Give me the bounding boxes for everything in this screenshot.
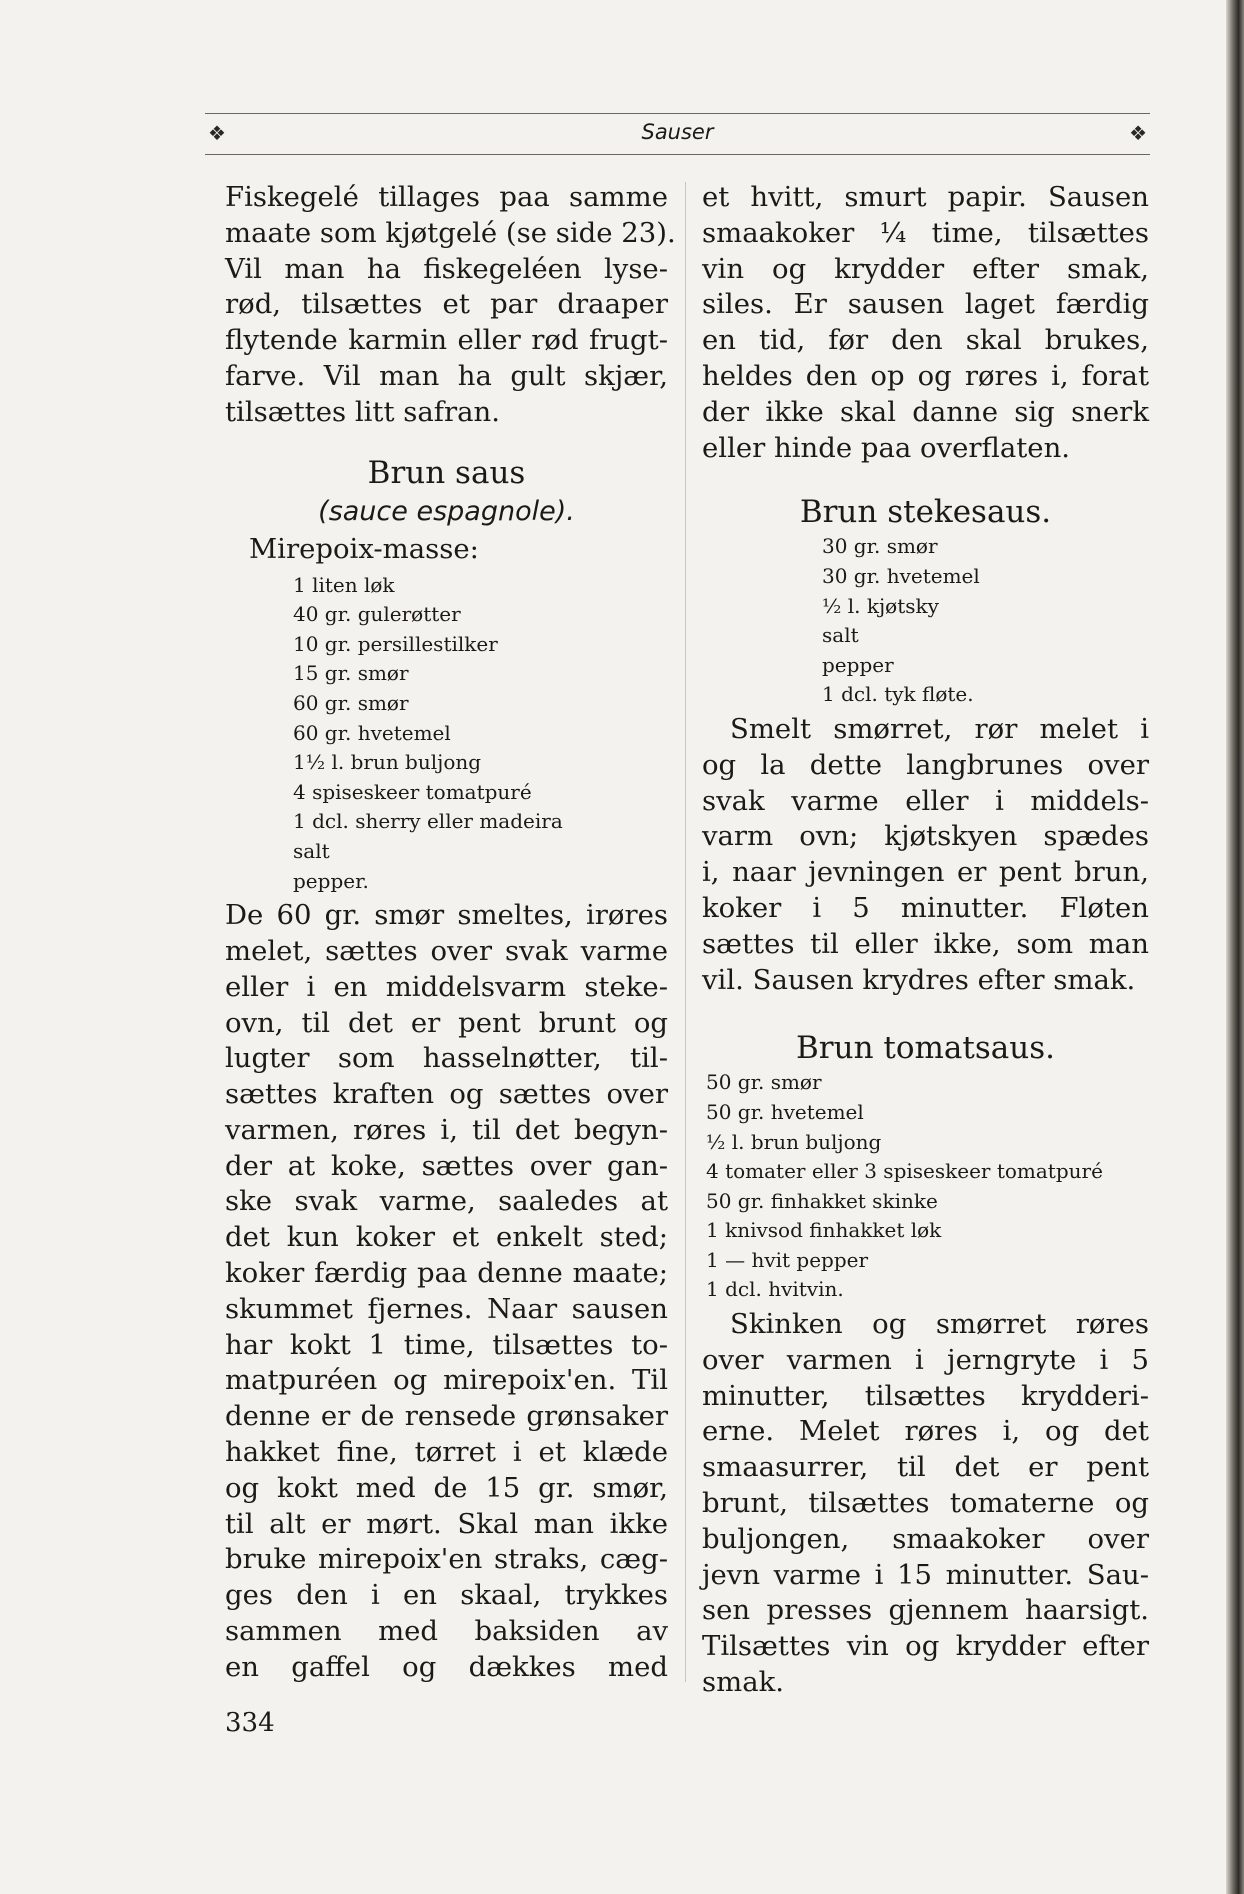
page-edge — [1226, 0, 1244, 1894]
text-line: der ikke skal danne sig snerk — [702, 395, 1149, 428]
body-paragraph — [702, 712, 1149, 998]
ingredient: 60 gr. hvetemel — [293, 720, 451, 745]
text-line: der at koke, sættes over gan- — [225, 1149, 668, 1182]
ingredient: 60 gr. smør — [293, 690, 409, 715]
text-line: erne. Melet røres i, og det — [702, 1415, 1149, 1448]
text-line: skummet fjernes. Naar sausen — [225, 1292, 668, 1325]
text-line: ovn, til det er pent brunt og — [225, 1006, 668, 1039]
text-line: Smelt smørret, rør melet i — [730, 712, 1149, 745]
text-line: sættes kraften og sættes over — [225, 1078, 668, 1111]
column-divider — [685, 182, 686, 1682]
text-line: brunt, tilsættes tomaterne og — [702, 1487, 1149, 1520]
text-line: Vil man ha fiskegeléen lyse- — [225, 252, 668, 285]
text-line: vil. Sausen krydres efter smak. — [702, 963, 1136, 996]
ingredient: 1½ l. brun buljong — [293, 750, 482, 775]
text-line: farve. Vil man ha gult skjær, — [225, 359, 668, 392]
right-column — [702, 180, 1149, 1701]
text-line: og kokt med de 15 gr. smør, — [225, 1471, 668, 1504]
body-paragraph — [225, 898, 668, 1686]
text-line: til alt er mørt. Skal man ikke — [225, 1507, 668, 1540]
text-line: i, naar jevningen er pent brun, — [702, 856, 1149, 889]
section-heading: Brun tomatsaus. — [796, 1030, 1055, 1067]
text-line: ges den i en skaal, trykkes — [225, 1579, 668, 1612]
ingredient: 1 dcl. hvitvin. — [706, 1277, 844, 1302]
text-line: ske svak varme, saaledes at — [225, 1185, 668, 1218]
body-paragraph — [702, 1307, 1149, 1701]
text-line: lugter som hasselnøtter, til- — [225, 1042, 668, 1075]
ingredient: 15 gr. smør — [293, 661, 409, 686]
section-subheading: (sauce espagnole). — [318, 495, 575, 527]
text-line: har kokt 1 time, tilsættes to- — [225, 1328, 668, 1361]
text-line: matpuréen og mirepoix'en. Til — [225, 1364, 668, 1397]
text-line: tilsættes litt safran. — [225, 395, 500, 428]
ingredient: 1 dcl. sherry eller madeira — [293, 809, 563, 834]
ingredient: salt — [822, 623, 859, 648]
ingredient: 50 gr. finhakket skinke — [706, 1188, 938, 1213]
text-line: minutter, tilsættes krydderi- — [702, 1379, 1149, 1412]
text-line: Skinken og smørret røres — [730, 1308, 1149, 1341]
text-line: maate som kjøtgelé (se side 23). — [225, 216, 676, 249]
text-line: Fiskegelé tillages paa samme — [225, 181, 668, 213]
ingredient: pepper — [822, 652, 894, 677]
ingredient: ½ l. kjøtsky — [822, 593, 939, 618]
ingredient: 30 gr. hvetemel — [822, 563, 980, 588]
ingredient: 40 gr. gulerøtter — [293, 602, 461, 627]
ingredient: ½ l. brun buljong — [706, 1129, 882, 1154]
section-heading: Brun saus — [367, 454, 526, 491]
ingredient-list — [706, 1068, 1149, 1305]
text-line: siles. Er sausen laget færdig — [702, 288, 1149, 321]
text-line: flytende karmin eller rød frugt- — [225, 324, 668, 357]
text-line: eller hinde paa overflaten. — [702, 431, 1071, 464]
text-line: varmen, røres i, til det begyn- — [225, 1113, 668, 1146]
text-line: varm ovn; kjøtskyen spædes — [702, 820, 1149, 853]
ornament-icon: ❖ — [208, 121, 226, 145]
text-line: Tilsættes vin og krydder efter — [702, 1630, 1149, 1663]
ingredient: 50 gr. hvetemel — [706, 1099, 864, 1124]
text-line: sammen med baksiden av — [225, 1615, 668, 1648]
ingredient-group-label: Mirepoix-masse: — [249, 532, 479, 565]
header-title: Sauser — [641, 120, 714, 144]
intro-paragraph — [225, 180, 676, 431]
text-line: smak. — [702, 1666, 784, 1699]
section-heading: Brun stekesaus. — [799, 494, 1052, 531]
text-line: De 60 gr. smør smeltes, irøres — [225, 899, 668, 932]
ingredient: 4 spiseskeer tomatpuré — [293, 779, 532, 804]
text-line: bruke mirepoix'en straks, cæg- — [225, 1543, 668, 1576]
ingredient: 1 — hvit pepper — [706, 1247, 869, 1272]
text-line: vin og krydder efter smak, — [702, 252, 1149, 285]
ingredient: pepper. — [293, 868, 369, 893]
left-column — [225, 180, 676, 1686]
text-line: jevn varme i 15 minutter. Sau- — [702, 1558, 1149, 1591]
text-line: og la dette langbrunes over — [702, 748, 1149, 781]
ingredient: 30 gr. smør — [822, 534, 938, 559]
ingredient: 1 dcl. tyk fløte. — [822, 682, 974, 707]
text-line: smaasurrer, til det er pent — [702, 1451, 1149, 1484]
ingredient: 4 tomater eller 3 spiseskeer tomatpuré — [706, 1159, 1103, 1184]
continued-paragraph — [702, 180, 1149, 466]
running-header — [205, 113, 1150, 155]
text-line: smaakoker ¼ time, tilsættes — [702, 216, 1149, 249]
text-line: hakket fine, tørret i et klæde — [225, 1436, 668, 1469]
ingredient: 1 knivsod finhakket løk — [706, 1218, 942, 1243]
text-line: over varmen i jerngryte i 5 — [702, 1343, 1149, 1376]
ingredient: 10 gr. persillestilker — [293, 631, 498, 656]
text-line: koker færdig paa denne maate; — [225, 1257, 668, 1290]
text-line: koker i 5 minutter. Fløten — [702, 891, 1149, 924]
ingredient-list — [293, 571, 668, 897]
ornament-icon: ❖ — [1129, 121, 1147, 145]
text-line: svak varme eller i middels- — [702, 784, 1149, 817]
text-line: heldes den op og røres i, forat — [702, 359, 1149, 392]
text-line: melet, sættes over svak varme — [225, 934, 668, 967]
text-line: det kun koker et enkelt sted; — [225, 1221, 668, 1254]
ingredient: 50 gr. smør — [706, 1070, 822, 1095]
text-line: eller i en middelsvarm steke- — [225, 970, 668, 1003]
text-line: rød, tilsættes et par draaper — [225, 288, 668, 321]
text-line: et hvitt, smurt papir. Sausen — [702, 181, 1149, 213]
text-line: sættes til eller ikke, som man — [702, 927, 1149, 960]
ingredient-list — [822, 532, 1149, 710]
text-line: buljongen, smaakoker over — [702, 1522, 1149, 1555]
text-line: sen presses gjennem haarsigt. — [702, 1594, 1149, 1627]
page-number: 334 — [225, 1708, 275, 1738]
text-line: denne er de rensede grønsaker — [225, 1400, 668, 1433]
ingredient: salt — [293, 838, 330, 863]
ingredient: 1 liten løk — [293, 572, 395, 597]
text-line: en tid, før den skal brukes, — [702, 324, 1149, 357]
text-line: en gaffel og dækkes med — [225, 1650, 668, 1683]
